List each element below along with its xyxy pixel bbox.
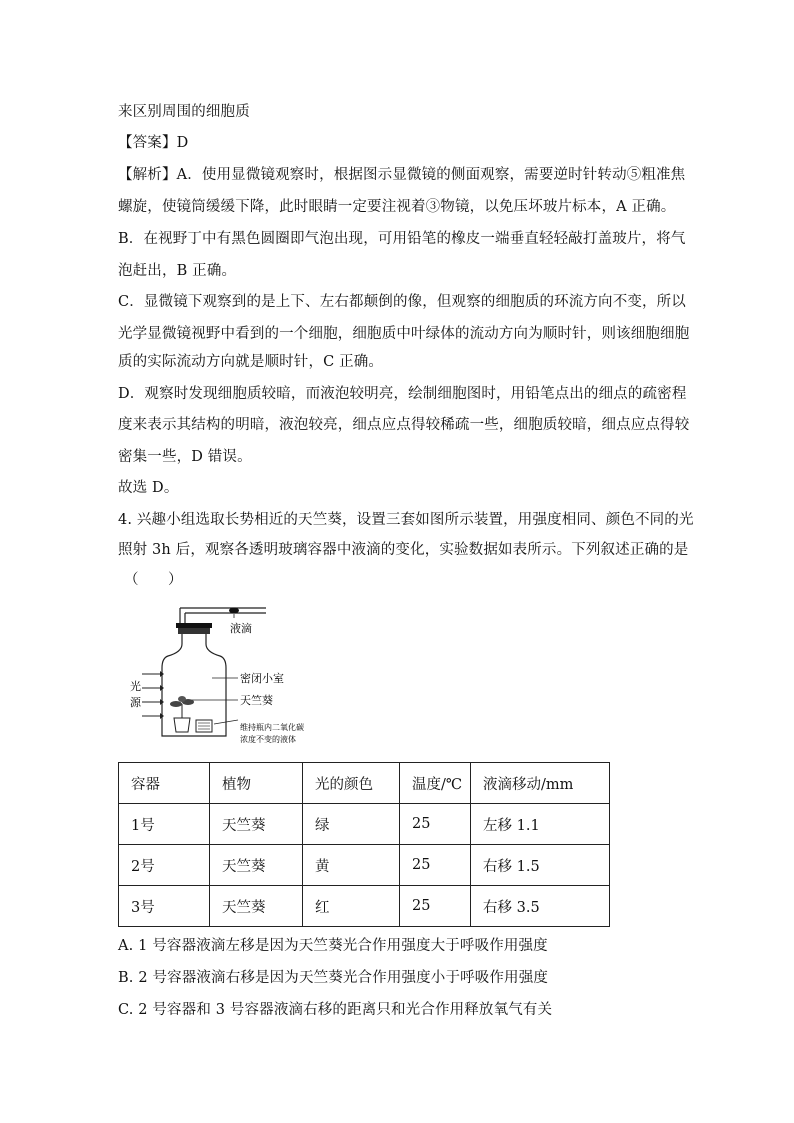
table-cell: 天竺葵	[210, 886, 303, 927]
answer-blank: （ ）	[124, 572, 183, 588]
table-cell: 3号	[119, 886, 210, 927]
apparatus-diagram	[128, 604, 304, 754]
analysis-line: 【解析】A．使用显微镜观察时，根据图示显微镜的侧面观察，需要逆时针转动⑤粗准焦	[118, 167, 686, 183]
text-line: 螺旋，使镜筒缓缓下降，此时眼睛一定要注视着③物镜，以免压坏玻片标本，A 正确。	[118, 199, 676, 215]
table-header-cell: 液滴移动/mm	[471, 763, 610, 804]
light-source-label-2: 源	[130, 696, 141, 709]
chamber-label: 密闭小室	[240, 672, 284, 685]
table-cell: 25	[400, 845, 471, 886]
table-row	[119, 886, 610, 927]
table-cell: 25	[400, 804, 471, 845]
answer-line: 【答案】D	[118, 135, 189, 151]
table-cell: 天竺葵	[210, 804, 303, 845]
text-line: C．显微镜下观察到的是上下、左右都颠倒的像，但观察的细胞质的环流方向不变，所以	[118, 294, 686, 310]
table-cell: 天竺葵	[210, 845, 303, 886]
question-line: 4. 兴趣小组选取长势相近的天竺葵，设置三套如图所示装置，用强度相同、颜色不同的光	[118, 512, 694, 528]
option-b: B. 2 号容器液滴右移是因为天竺葵光合作用强度小于呼吸作用强度	[118, 970, 549, 986]
table-cell: 25	[400, 886, 471, 927]
table-cell: 右移 1.5	[471, 845, 610, 886]
droplet-label: 液滴	[230, 622, 252, 635]
table-cell: 1号	[119, 804, 210, 845]
text-line: B．在视野丁中有黑色圆圈即气泡出现，可用铅笔的橡皮一端垂直轻轻敲打盖玻片，将气	[118, 231, 686, 247]
plant-label: 天竺葵	[240, 694, 273, 707]
text-line: 度来表示其结构的明暗，液泡较亮，细点应点得较稀疏一些，细胞质较暗，细点应点得较	[118, 417, 690, 433]
table-cell: 右移 3.5	[471, 886, 610, 927]
option-a: A. 1 号容器液滴左移是因为天竺葵光合作用强度大于呼吸作用强度	[118, 938, 548, 954]
droplet-mark	[229, 608, 239, 614]
liquid-label-line2: 浓度不变的液体	[240, 735, 296, 744]
text-line: 故选 D。	[118, 480, 179, 496]
text-line: 泡赶出，B 正确。	[118, 263, 237, 279]
table-cell: 2号	[119, 845, 210, 886]
table-header-cell: 容器	[119, 763, 210, 804]
table-cell: 红	[303, 886, 400, 927]
table-header-cell: 温度/℃	[400, 763, 471, 804]
table-header-cell: 光的颜色	[303, 763, 400, 804]
text-line: 密集一些，D 错误。	[118, 449, 252, 465]
light-source-label-1: 光	[130, 680, 141, 693]
table-cell: 绿	[303, 804, 400, 845]
table-header-cell: 植物	[210, 763, 303, 804]
text-line: 质的实际流动方向就是顺时针，C 正确。	[118, 354, 384, 370]
table-row	[119, 804, 610, 845]
table-header-row	[119, 763, 610, 804]
table-cell: 左移 1.1	[471, 804, 610, 845]
text-line: 光学显微镜视野中看到的一个细胞，细胞质中叶绿体的流动方向为顺时针，则该细胞细胞	[118, 326, 690, 342]
option-c: C. 2 号容器和 3 号容器液滴右移的距离只和光合作用释放氧气有关	[118, 1002, 553, 1018]
table-cell: 黄	[303, 845, 400, 886]
question-line: 照射 3h 后，观察各透明玻璃容器中液滴的变化，实验数据如表所示。下列叙述正确的是	[118, 542, 689, 558]
liquid-label-line1: 维持瓶内二氧化碳	[240, 723, 304, 732]
text-line: 来区别周围的细胞质	[118, 104, 250, 120]
table-row	[119, 845, 610, 886]
text-line: D．观察时发现细胞质较暗，而液泡较明亮，绘制细胞图时，用铅笔点出的细点的疏密程	[118, 386, 687, 402]
experiment-table	[118, 762, 610, 927]
